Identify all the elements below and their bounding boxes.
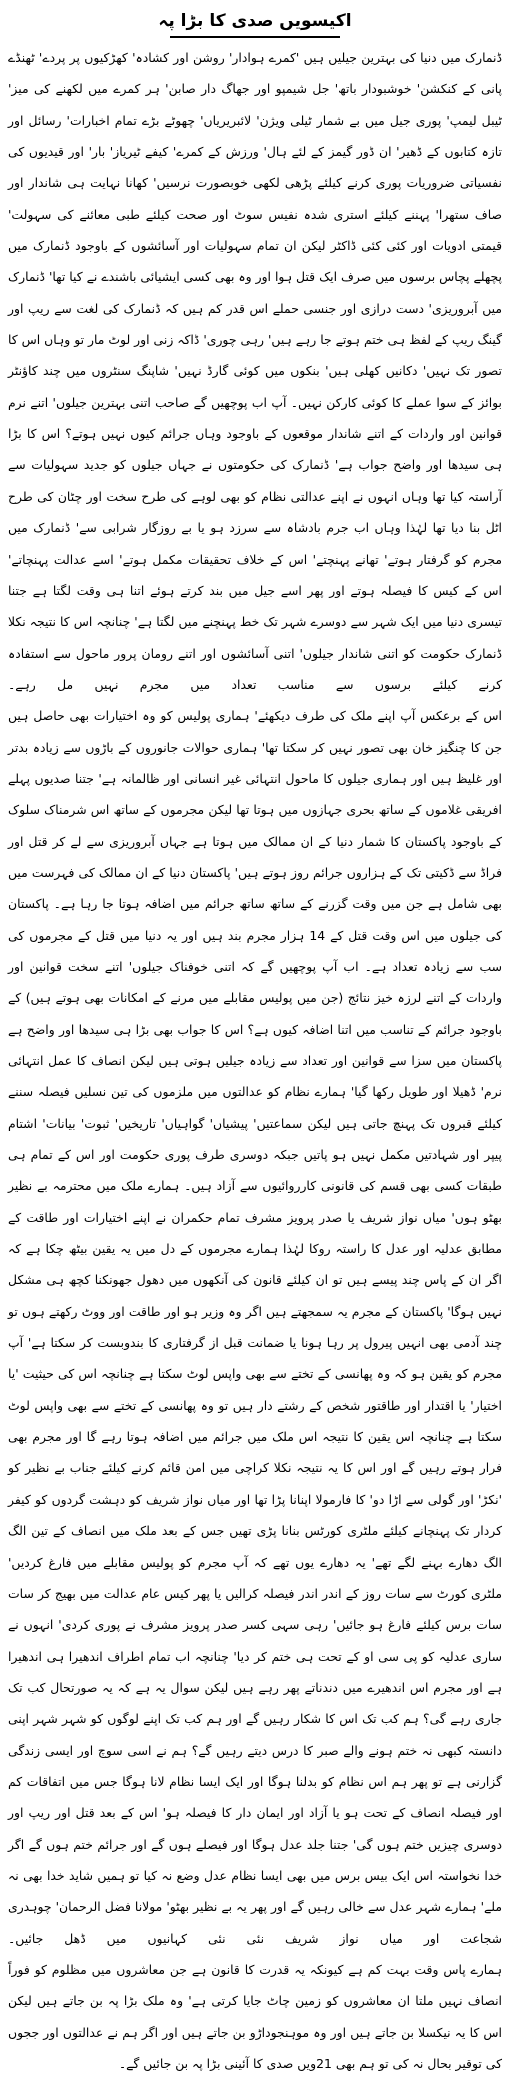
article-paragraph-2: اس کے برعکس آپ اپنے ملک کی طرف دیکھئے' ہماری پولیس کو وہ اختیارات بھی حاصل ہیں جن کا چنگیز خان بھی تصور نہیں کر سکتا تھا' ہماری حوالات جانوروں کے باڑوں سے زیادہ بدتر اور غلیظ ہیں اور ہماری جیلوں کا ماحول انتہائی غیر انسانی اور ظالمانہ ہے' جتنا صدیوں پہلے افریقی غلاموں کے ساتھ بحری جہازوں میں ہوتا تھا لیکن مجرموں کے ساتھ اس شرمناک سلوک کے باوجود پاکستان کا شمار دنیا کے ان ممالک میں ہوتا ہے جہاں آبروریزی سے لے کر قتل اور فراڈ سے ڈکیتی تک کے ہزاروں جرائم روز ہوتے ہیں' پاکستان دنیا کے ان ممالک کی فہرست میں بھی شامل ہے جن میں وقت گزرنے کے ساتھ ساتھ جرائم میں اضافہ ہوتا جا رہا ہے۔ پاکستان کی جیلوں میں اس وقت قتل کے 14 ہزار مجرم بند ہیں اور یہ دنیا میں قتل کے مجرموں کی سب سے زیادہ تعداد ہے۔ اب آپ پوچھیں گے کہ اتنی خوفناک جیلوں' اتنے سخت قوانین اور واردات کے اتنے لرزہ خیز نتائج (جن میں پولیس مقابلے میں مرنے کے امکانات بھی ہوتے ہیں) کے باوجود جرائم کے تناسب میں اتنا اضافہ کیوں ہے؟ اس کا جواب بھی بڑا ہی سیدھا اور واضح ہے پاکستان میں سزا سے قوانین اور تعداد سے زیادہ جیلیں ہوتی ہیں لیکن انصاف کا عمل انتہائی نرم' ڈھیلا اور طویل رکھا گیا' ہمارے نظام کو عدالتوں میں ملزموں کی تین نسلیں فیصلہ سننے کیلئے قبروں تک پہنچ جاتی ہیں لیکن سماعتیں' پیشیاں' گواہیاں' تاریخیں' ثبوت' بیانات' اشتام پیپر اور شہادتیں مکمل نہیں ہو پاتیں جبکہ دوسری طرف پوری حکومت اور اس کے تمام ہی طبقات کسی بھی قسم کی قانونی کارروائیوں سے آزاد ہیں۔ ہمارے ملک میں محترمہ بے نظیر بھٹو ہوں' میاں نواز شریف یا صدر پرویز مشرف تمام حکمران نے اپنے اختیارات اور طاقت کے مطابق عدلیہ اور عدل کا راستہ روکا لہٰذا ہمارے مجرموں کے دل میں یہ یقین بیٹھ چکا ہے کہ اگر ان کے پاس چند پیسے ہیں تو ان کیلئے قانون کی آنکھوں میں دھول جھونکنا کچھ ہی مشکل نہیں ہوگا' پاکستان کے مجرم یہ سمجھتے ہیں اگر وہ وزیر ہو اور طاقت اور ووٹ رکھتے ہوں تو چند آدمی بھی انہیں پیرول پر رہا ہونا یا ضمانت قبل از گرفتاری کا بندوبست کر سکتا ہے' آپ مجرم کو یقین ہو کہ وہ پھانسی کے تختے سے بھی واپس لوٹ سکتا ہے چنانچہ اس کی حیثیت 'یا اختیار' یا اقتدار اور طاقتور شخص کے رشتے دار ہیں تو وہ پھانسی کے تختے سے بھی واپس لوٹ سکتا ہے چنانچہ اس یقین کا نتیجہ اس ملک میں جرائم میں اضافہ ہوتا رہے گا اور مجرم بھی فرار ہوتے رہیں گے اور اس کا یہ نتیجہ نکلا کراچی میں امن قائم کرنے کیلئے جناب بے نظیر کو 'نکڑ' اور گولی سے اڑا دو' کا فارمولا اپنانا پڑا تھا اور میاں نواز شریف کو دہشت گردوں کو کیفر کردار تک پہنچانے کیلئے ملٹری کورٹس بنانا پڑی تھیں جس کے بعد ملک میں انصاف کے تین الگ الگ دھارے بہنے لگے تھے' یہ دھارے یوں تھے کہ آپ مجرم کو پولیس مقابلے میں فارغ کردیں' ملٹری کورٹ سے سات روز کے اندر اندر فیصلہ کرالیں یا پھر کیس عام عدالت میں بھیج کر سات سات برس کیلئے فارغ ہو جائیں' رہی سہی کسر صدر پرویز مشرف نے پوری کردی' انہوں نے ساری عدلیہ کو پی سی او کے تحت ہی ختم کر دیا' چنانچہ اب تمام اطراف اندھیرا ہی اندھیرا ہے اور مجرم اس اندھیرے میں دندناتے پھر رہے ہیں لیکن سوال یہ ہے کہ یہ صورتحال کب تک جاری رہے گی؟ ہم کب تک اس کا شکار رہیں گے اور ہم کب تک اپنے لوگوں کو شہر شہر اپنی دانستہ کبھی نہ ختم ہونے والے صبر کا درس دیتے رہیں گے؟ ہم نے اسی سوچ اور ایسی زندگی گزارنی ہے تو پھر ہم اس نظام کو بدلنا ہوگا اور ایک ایسا نظام لانا ہوگا جس میں اتفاقات کم اور فیصلہ انصاف کے تحت ہو یا آزاد اور ایمان دار کا فیصلہ ہو' اس کے بعد قتل اور ریپ اور دوسری چیزیں ختم ہوں گی' جتنا جلد عدل ہوگا اور فیصلے ہوں گے اور جرائم ختم ہوں گے اگر خدا نخواستہ اس ایک بیس برس میں بھی ایسا نظام عدل وضع نہ کیا تو ہمیں شاید خدا بھی نہ ملے' ہمارے شہر عدل سے خالی رہیں گے اور پھر یہ بے نظیر بھٹو' مولانا فضل الرحمان' چوہدری شجاعت اور میاں نواز شریف نئی نئی کہانیوں میں ڈھل جائیں۔ <box>8 708 503 1946</box>
article-body <box>8 42 502 2079</box>
article-paragraph-1: ڈنمارک میں دنیا کی بہترین جیلیں ہیں 'کمرے ہوادار' روشن اور کشادہ' کھڑکیوں پر پردے' ٹھنڈے پانی کے کنکشن' خوشبودار باتھ' جل شیمپو اور جھاگ دار صابن' ہر کمرے میں لکھنے کی میز' ٹیبل لیمپ' پوری جیل میں بے شمار ٹیلی ویژن' لائبریریاں' چھوٹے بڑے تمام اخبارات' رسائل اور تازہ کتابوں کے ڈھیر' ان ڈور گیمز کے لئے ہال' ورزش کے کمرے' کیفے ٹیریاز' بار' اور قیدیوں کی نفسیاتی ضروریات پوری کرنے کیلئے پڑھی لکھی خوبصورت نرسیں' کھانا نہایت ہی شاندار اور صاف ستھرا' پہننے کیلئے استری شدہ نفیس سوٹ اور صحت کیلئے طبی معائنے کی سہولت' قیمتی ادویات اور کئی کئی ڈاکٹر لیکن ان تمام سہولیات اور آسائشوں کے باوجود ڈنمارک میں پچھلے پچاس برسوں میں صرف ایک قتل ہوا اور وہ بھی کسی ایشیائی باشندے نے کیا تھا' ڈنمارک میں آبروریزی' دست درازی اور جنسی حملے اس قدر کم ہیں کہ ڈنمارک کی لغت سے ریپ اور گینگ ریپ کے لفظ ہی ختم ہوتے جا رہے ہیں' رہی چوری' ڈاکہ زنی اور لوٹ مار تو وہاں اس کا تصور تک نہیں' دکانیں کھلی ہیں' بنکوں میں کوئی گارڈ نہیں' شاپنگ سنٹروں میں چند کاؤنٹر بوائز کے سوا عملے کا کوئی کارکن نہیں۔ آپ اب پوچھیں گے صاحب اتنی بہترین جیلوں' اتنے نرم قوانین اور واردات کے اتنے شاندار موقعوں کے باوجود وہاں جرائم کیوں نہیں ہوتے؟ اس کا بڑا ہی سیدھا اور واضح جواب ہے' ڈنمارک کی حکومتوں نے جہاں جیلوں کو جدید سہولیات سے آراستہ کیا تھا وہاں انہوں نے اپنے عدالتی نظام کو بھی لوہے کی طرح سخت اور چٹان کی طرح اٹل بنا دیا تھا لہٰذا وہاں اب جرم بادشاہ سے سرزد ہو یا بے روزگار شرابی سے' ڈنمارک میں مجرم کو گرفتار ہوتے' تھانے پہنچتے' اس کے خلاف تحقیقات مکمل ہوتے' اسے عدالت پہنچاتے' اس کے کیس کا فیصلہ ہوتے اور پھر اسے جیل میں بند کرتے ہوئے اتنا ہی وقت لگتا ہے جتنا تیسری دنیا میں ایک شہر سے دوسرے شہر تک خط پہنچنے میں لگتا ہے' چنانچہ اس کا نتیجہ نکلا ڈنمارک حکومت کو اتنی شاندار جیلوں' اتنی آسائشوں اور اتنے رومان پرور ماحول سے استفادہ کرنے کیلئے برسوں سے مناسب تعداد میں مجرم نہیں مل رہے۔ <box>8 50 502 692</box>
article-headline: اکیسویں صدی کا بڑا پہ <box>158 11 352 31</box>
headline-underline <box>170 36 340 38</box>
article-paragraph-3: ہمارے پاس وقت بہت کم ہے کیونکہ یہ قدرت کا قانون ہے جن معاشروں میں مظلوم کو فوراً انصاف نہیں ملتا ان معاشروں کو زمین چاٹ جایا کرتی ہے' وہ ملک بڑا پہ بن جاتے ہیں لیکن اس کا یہ نیکسلا بن جاتے ہیں اور وہ موہنجوداڑو بن جاتے ہیں اور اگر ہم نے عدالتوں اور ججوں کی توقیر بحال نہ کی تو ہم بھی 21ویں صدی کا آئینی بڑا پہ بن جائیں گے۔ <box>8 1961 502 2071</box>
